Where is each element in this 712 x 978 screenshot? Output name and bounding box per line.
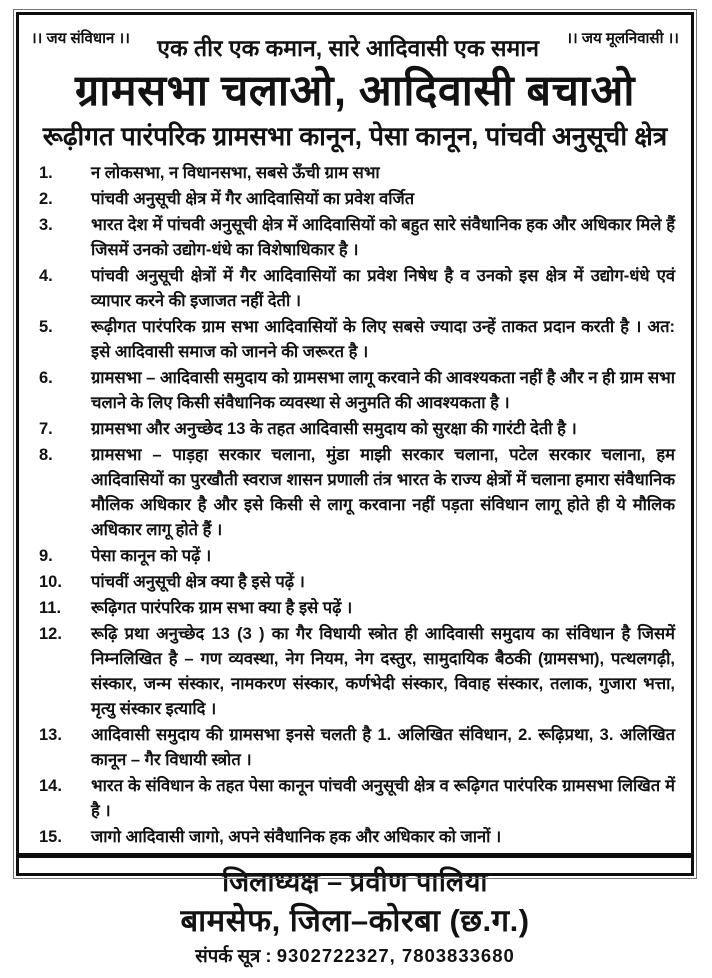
list-item bbox=[39, 774, 675, 824]
list-item-number: 3. bbox=[39, 215, 53, 234]
list-item bbox=[39, 570, 675, 595]
list-item-number: 11. bbox=[39, 598, 62, 617]
list-item bbox=[39, 723, 675, 773]
header-right-slogan: ।। जय मूलनिवासी ।। bbox=[566, 30, 679, 47]
contact-label: संपर्क सूत्र : bbox=[195, 945, 272, 967]
contact-line bbox=[31, 943, 679, 968]
list-item bbox=[39, 366, 675, 416]
list-item-text: पांचवी अनुसूची क्षेत्र में गैर आदिवासियों का प्रवेश वर्जित bbox=[91, 189, 415, 208]
list-item-text: ग्रामसभा और अनुच्छेद 13 के तहत आदिवासी समुदाय को सुरक्षा की गारंटी देती है । bbox=[91, 419, 577, 438]
list-item bbox=[39, 187, 675, 212]
list-item bbox=[39, 622, 675, 722]
list-item-number: 14. bbox=[39, 776, 62, 795]
list-item bbox=[39, 443, 675, 543]
list-item-number: 5. bbox=[39, 317, 53, 336]
list-item-number: 7. bbox=[39, 419, 53, 438]
list-item-text: पांचवी अनुसूची क्षेत्रों में गैर आदिवासियों का प्रवेश निषेध है व उनको इस क्षेत्र में उद्योग-धंधे एवं व्यापार करने की इजाजत नहीं देती । bbox=[91, 266, 675, 310]
list-item-number: 10. bbox=[39, 572, 62, 591]
list-item bbox=[39, 544, 675, 569]
list-item-text: ग्रामसभा – आदिवासी समुदाय को ग्रामसभा लागू करवाने की आवश्यकता नहीं है और न ही ग्राम सभा चलाने के लिए किसी संवैधानिक व्यवस्था से अनुमति की आवश्यकता है । bbox=[91, 368, 675, 412]
page-title: ग्रामसभा चलाओ, आदिवासी बचाओ bbox=[74, 67, 636, 115]
list-item-number: 12. bbox=[39, 624, 62, 643]
header-left-slogan: ।। जय संविधान ।। bbox=[31, 30, 130, 47]
points-list bbox=[39, 161, 675, 851]
district-president-line bbox=[31, 866, 679, 900]
list-item-number: 2. bbox=[39, 189, 53, 208]
page-subtitle: रूढ़ीगत पारंपरिक ग्रामसभा कानून, पेसा कानून, पांचवी अनुसूची क्षेत्र bbox=[42, 121, 668, 152]
list-item-text: ग्रामसभा – पाड़हा सरकार चलाना, मुंडा माझी सरकार चलाना, पटेल सरकार चलाना, हम आदिवासियों का पुरखौती स्वराज शासन प्रणाली तंत्र भारत के राज्य क्षेत्रों में चलाना हमारा संवैधानिक मौलिक अधिकार है और इसे किसी से लागू करवाना नहीं पड़ता संविधान लागू होते ही ये मौलिक अधिकार लागू होते हैं । bbox=[91, 445, 675, 539]
list-item-number: 4. bbox=[39, 266, 53, 285]
list-item-number: 9. bbox=[39, 546, 53, 565]
list-item bbox=[39, 161, 675, 186]
list-item-text: पेसा कानून को पढ़ें । bbox=[91, 546, 212, 565]
list-item-text: रूढ़ीगत पारंपरिक ग्राम सभा आदिवासियों के लिए सबसे ज्यादा उन्हें ताकत प्रदान करती है । अत: इसे आदिवासी समाज को जानने की जरूरत है । bbox=[91, 317, 675, 361]
list-item-text: जागो आदिवासी जागो, अपने संवैधानिक हक और अधिकार को जानों । bbox=[91, 827, 502, 846]
footer bbox=[31, 858, 679, 978]
list-item bbox=[39, 825, 675, 850]
list-item-text: भारत के संविधान के तहत पेसा कानून पांचवी अनुसूची क्षेत्र व रूढ़िगत पारंपरिक ग्रामसभा लिखित में है । bbox=[91, 776, 675, 820]
list-item bbox=[39, 213, 675, 263]
list-item-number: 6. bbox=[39, 368, 53, 387]
organization-line: बामसेफ, जिला–कोरबा (छ.ग.) bbox=[180, 902, 530, 938]
list-item-text: भारत देश में पांचवी अनुसूची क्षेत्र में आदिवासियों को बहुत सारे संवैधानिक हक और अधिकार मिले हैं जिसमें उनको उद्योग-धंधे का विशेषाधिकार है । bbox=[91, 215, 675, 259]
poster-sheet bbox=[16, 12, 694, 967]
list-item bbox=[39, 264, 675, 314]
list-item-text: रूढ़ि प्रथा अनुच्छेद 13 (3 ) का गैर विधायी स्त्रोत ही आदिवासी समुदाय का संविधान है जिसमें निम्नलिखित है – गण व्यवस्था, नेग नियम, नेग दस्तुर, सामुदायिक बैठकी (ग्रामसभा), पत्थलगढ़ी, संस्कार, जन्म संस्कार, नामकरण संस्कार, कर्णभेदी संस्कार, विवाह संस्कार, तलाक, गुजारा भत्ता, मृत्यु संस्कार इत्यादि । bbox=[91, 624, 675, 718]
list-item bbox=[39, 596, 675, 621]
list-item bbox=[39, 417, 675, 442]
list-item bbox=[39, 315, 675, 365]
district-president-name: प्रवीण पालिया bbox=[349, 866, 488, 897]
list-item-text: न लोकसभा, न विधानसभा, सबसे ऊँची ग्राम सभा bbox=[91, 163, 380, 182]
list-item-text: आदिवासी समुदाय की ग्रामसभा इनसे चलती है 1. अलिखित संविधान, 2. रूढ़िप्रथा, 3. अलिखित कानून – गैर विधायी स्त्रोत । bbox=[91, 725, 675, 769]
header-center-slogan: एक तीर एक कमान, सारे आदिवासी एक समान bbox=[157, 35, 539, 61]
district-president-label: जिलाध्यक्ष – bbox=[222, 866, 343, 897]
list-item-number: 8. bbox=[39, 445, 53, 464]
list-item-number: 15. bbox=[39, 827, 62, 846]
header-row bbox=[31, 25, 679, 63]
list-item-number: 13. bbox=[39, 725, 62, 744]
list-item-number: 1. bbox=[39, 163, 53, 182]
contact-numbers: 9302722327, 7803833680 bbox=[276, 945, 515, 967]
list-item-text: पांचवीं अनुसूची क्षेत्र क्या है इसे पढ़ें । bbox=[91, 572, 305, 591]
list-item-text: रूढ़िगत पारंपरिक ग्राम सभा क्या है इसे पढ़ें । bbox=[91, 598, 353, 617]
